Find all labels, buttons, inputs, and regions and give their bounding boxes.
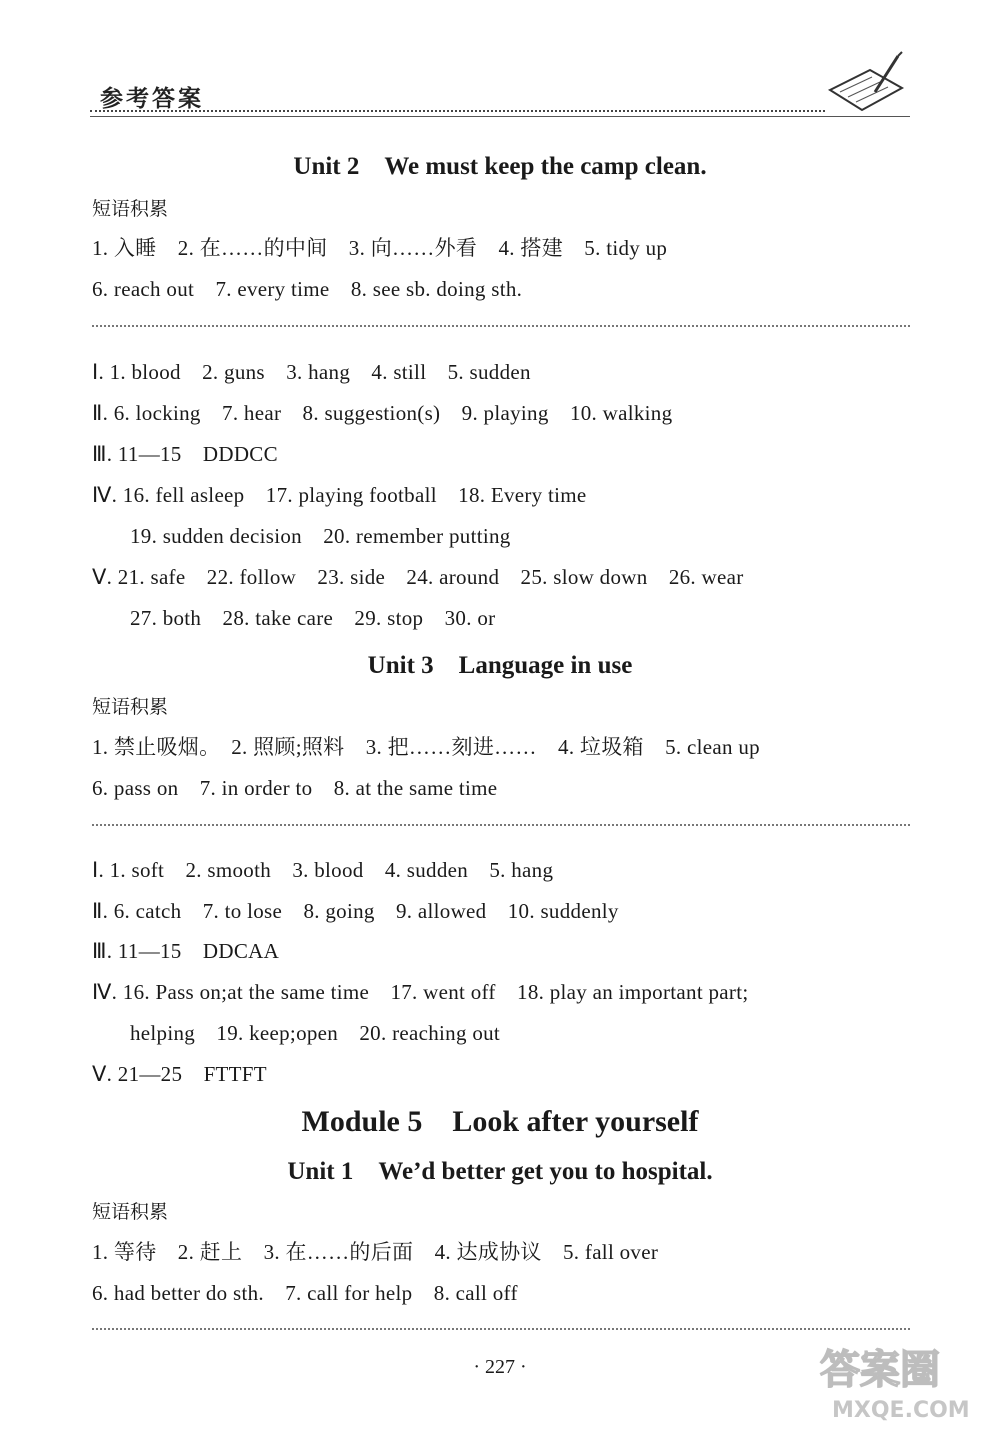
- unit3-answer-line: Ⅲ. 11—15 DDCAA: [92, 939, 280, 963]
- unit3-title: Unit 3 Language in use: [367, 652, 633, 679]
- unit2-answer-line: Ⅲ. 11—15 DDDCC: [92, 442, 278, 466]
- section-divider: [92, 1328, 910, 1330]
- unit2-answer-line: Ⅱ. 6. locking 7. hear 8. suggestion(s) 9. playing 10. walking: [92, 401, 673, 425]
- page-header: [90, 72, 910, 132]
- unit3-answer-line: Ⅱ. 6. catch 7. to lose 8. going 9. allowed 10. suddenly: [92, 899, 619, 923]
- module5-unit1-phrase-line: 6. had better do sth. 7. call for help 8. call off: [92, 1281, 518, 1305]
- module5-unit1-title: Unit 1 We’d better get you to hospital.: [287, 1158, 713, 1185]
- unit3-answer-line: helping 19. keep;open 20. reaching out: [130, 1021, 501, 1045]
- unit3-phrase-line: 1. 禁止吸烟。 2. 照顾;照料 3. 把……刻进…… 4. 垃圾箱 5. clean up: [92, 735, 760, 759]
- module5-unit1-phrase-line: 1. 等待 2. 赶上 3. 在……的后面 4. 达成协议 5. fall over: [92, 1240, 659, 1264]
- unit2-phrase-label: 短语积累: [92, 198, 169, 220]
- unit2-title: Unit 2 We must keep the camp clean.: [293, 153, 707, 180]
- unit2-phrase-line: 6. reach out 7. every time 8. see sb. doing sth.: [92, 277, 523, 301]
- unit2-answer-line: Ⅰ. 1. blood 2. guns 3. hang 4. still 5. sudden: [92, 360, 531, 384]
- watermark-logo: [810, 1335, 990, 1425]
- unit2-phrase-line: 1. 入睡 2. 在……的中间 3. 向……外看 4. 搭建 5. tidy up: [92, 236, 668, 260]
- unit3-phrase-line: 6. pass on 7. in order to 8. at the same time: [92, 776, 498, 800]
- header-rule: [90, 116, 910, 117]
- unit2-answer-line: Ⅴ. 21. safe 22. follow 23. side 24. around 25. slow down 26. wear: [92, 565, 744, 589]
- unit3-answer-line: Ⅰ. 1. soft 2. smooth 3. blood 4. sudden 5. hang: [92, 858, 554, 882]
- header-divider: [90, 110, 825, 112]
- unit3-phrase-label: 短语积累: [92, 696, 169, 718]
- section-divider: [92, 824, 910, 826]
- header-title: 参考答案: [100, 86, 204, 112]
- module5-title: Module 5 Look after yourself: [301, 1105, 699, 1138]
- unit2-answer-line: 27. both 28. take care 29. stop 30. or: [130, 606, 496, 630]
- module5-unit1-phrase-label: 短语积累: [92, 1201, 169, 1223]
- page-number: · 227 ·: [473, 1356, 527, 1378]
- unit2-answer-line: 19. sudden decision 20. remember putting: [130, 524, 511, 548]
- watermark-url: MXQE.COM: [832, 1398, 970, 1423]
- unit2-answer-line: Ⅳ. 16. fell asleep 17. playing football 18. Every time: [92, 483, 587, 507]
- notepad-pencil-icon: [820, 50, 910, 120]
- unit3-answer-line: Ⅳ. 16. Pass on;at the same time 17. went off 18. play an important part;: [92, 980, 749, 1004]
- unit3-answer-line: Ⅴ. 21—25 FTTFT: [92, 1062, 267, 1086]
- watermark-text: 答案圈: [820, 1347, 940, 1393]
- section-divider: [92, 325, 910, 327]
